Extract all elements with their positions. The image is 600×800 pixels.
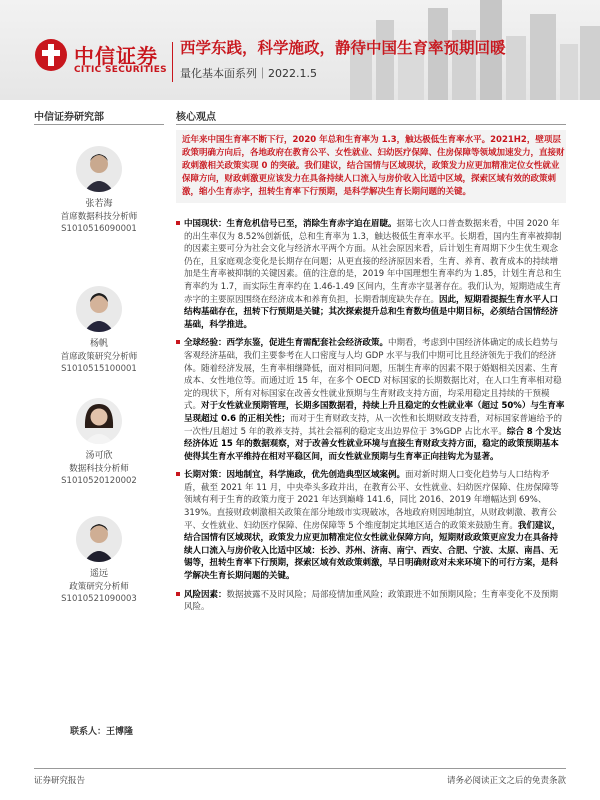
bullet-text: 数据披露不及时风险；局部疫情加重风险；政策跟进不如预期风险；生育率变化不及预期风险。 — [184, 589, 559, 613]
footer-divider — [34, 768, 566, 769]
analyst-role: 数据科技分析师 — [69, 464, 129, 474]
analyst-card — [34, 146, 164, 235]
logo-text-en: CITIC SECURITIES — [74, 65, 167, 75]
bullet-bold: 对于女性就业预期管理，长期多国数据看，持续上升且稳定的女性就业率（超过 50%）与生育率呈现超过 0.6 的正相关性； — [184, 401, 565, 424]
bullet-bold: 因此，短期看提振生育水平人口结构基础存在，扭转下行预期是关键；其次探索提升总和生育数均值是中期目标，必须结合国情经济基础，科学推进。 — [184, 294, 559, 330]
analyst-name: 张若海 — [85, 199, 113, 209]
bullet-lead: 长期对策：因地制宜，科学施政，优先创造典型区域案例。 — [184, 470, 406, 481]
bullet-bold: 综合 8 个发达经济体近 15 年的数据观察，对于改善女性就业环境与直接生育财政支持方面，稳定的政策预期基本使得其生育水平维持在相对平稳区间，而女性就业预期与生育率正向挂钩尤为显著。 — [184, 426, 562, 462]
bullet-text: 据第七次人口普查数据来看，中国 2020 年的出生率仅为 8.52%创新低，总和生育率为 1.3，触达极低生育率水平。长期看，国内生育率被抑制的因素主要可分为社会文化与经济水平两个方面。从社会原因来看，后计划生育周期下少生优生观念仍在，且家庭观念变化是长期存在问题；从更直接的经济原因来看，生育、养育、教育成本的持续增加是生育率被抑制的关键因素。值的注意的是，2019 年中国理想生育率约为 1.85，计划生育总和生育率约为 1.7，而实际生育率约在 1.46-1.49 区间内，生育赤字显著存在。我们认为，短期造成生育赤字的主要原因围绕在经济成本和养育负担，长期看制度缺失存在。 — [184, 219, 562, 305]
bullet-china-status — [176, 218, 566, 331]
bullet-text: 面对新时期人口变化趋势与人口结构矛盾，截至 2021 年 11 月，中央牵头多政并出，在教育公平、女性就业、妇幼医疗保障、住房保障等领域有利于生育的政策力度于 2021 年达到巅峰 141.6，同比 2016、2019 年增幅达到 69%、319%。直接财政刺激相关政策在部分地级市实现破冰，各地政府则因地制宜，从财政刺激、教育公平、女性就业、妇幼医疗保障、住房保障等 5 个维度制定其地区适合的政策来鼓励生育。 — [184, 470, 559, 531]
logo-text-cn: 中信证券 — [74, 44, 158, 68]
core-views-heading: 核心观点 — [176, 112, 216, 123]
analyst-id: S1010520120002 — [61, 476, 137, 486]
bullet-risk-factors — [176, 589, 566, 614]
analyst-role: 首席政策研究分析师 — [60, 352, 138, 362]
bullet-lead: 风险因素： — [184, 589, 227, 600]
analyst-name: 汤可欣 — [85, 451, 113, 461]
analyst-id: S1010515100001 — [61, 364, 137, 374]
bullet-lead: 中国现状：生育危机信号已至，消除生育赤字迫在眉睫。 — [184, 219, 397, 229]
avatar — [76, 146, 122, 192]
report-header — [0, 0, 600, 100]
key-points — [176, 218, 566, 620]
logo-mark-icon — [34, 38, 68, 72]
analyst-name: 遥远 — [89, 569, 108, 579]
summary-box: 近年来中国生育率不断下行，2020 年总和生育率为 1.3，触达极低生育率水平。2021H2，壁项层政策明确方向后，各地政府在教育公平、女性就业、妇幼医疗保障、住房保障等领域加速发力，直接财政刺激相关政策实现 0 的突破。我们建议，结合国情与区域现状，政策发力应更加精准定位女性就业保障方向，财政刺激更应该发力在具备持续人口流入与房价收入比适中区域，探索区域有效的政策刺激，缩小生育赤字，扭转生育率下行预期，是科学解决生育长期问题的关键。 — [176, 130, 566, 203]
sidebar-heading: 中信证券研究部 — [34, 112, 104, 123]
analyst-role: 政策研究分析师 — [69, 582, 129, 592]
analyst-card — [34, 286, 164, 375]
analyst-card — [34, 398, 164, 487]
analyst-card — [34, 516, 164, 605]
bullet-bold: 我们建议，结合国情有区域现状，政策发力应更加精准定位女性就业保障方向，短期财政政策更应发力在具备持续人口流入与房价收入比适中区域：长沙、苏州、济南、南宁、西安、合肥、宁波、太原、南昌、无锡等，扭转生育率下行预期，探索区域有效政策刺激，早日明确财政对未来环境下的可行方案，是科学解决生育长期问题的关键。 — [184, 520, 561, 582]
analyst-id: S1010516090001 — [61, 224, 137, 234]
analyst-id: S1010521090003 — [61, 594, 137, 604]
disclaimer-note: 请务必阅读正文之后的免责条款 — [446, 776, 566, 786]
avatar — [76, 516, 122, 562]
avatar — [76, 398, 122, 444]
bullet-global-experience — [176, 337, 566, 463]
footer-label: 证券研究报告 — [34, 776, 86, 786]
avatar — [76, 286, 122, 332]
report-title: 西学东践，科学施政，静待中国生育率预期回暖 — [180, 39, 506, 57]
bullet-text: 而对于生育财政支持，从一次性和长期财政支持看，对标国家普遍给予的一次性/且超过 5 年的教养支持，其社会福利的稳定支出边界位于 3%GDP 占比水平。 — [184, 413, 562, 437]
contact-person: 联系人：王博隆 — [70, 727, 134, 737]
analyst-role: 首席数据科技分析师 — [60, 212, 138, 222]
bullet-lead: 全球经验：西学东鉴，促进生育需配套社会经济政策。 — [184, 338, 389, 349]
bullet-text: 中期看，考虑到中国经济体确定的成长趋势与客观经济基础，我们主要参考在人口密度与人均 GDP 水平与我们中期可比且经济领先于我们的经济体。随着经济发展，生育率相继降低，面对相同问题，压制生育率的因素不限于婚姻相关因素、生育成本、女性地位等。而通过近 15 年，在多个 OECD 对标国家的长期数据比对，在人口生育率相对稳定的现状下，所有对标国家在改善女性就业预期与生育财政支持方面，均采用稳定且持续的干预模式。 — [184, 338, 562, 412]
analyst-name: 杨帆 — [89, 339, 108, 349]
report-subtitle: 量化基本面系列｜2022.1.5 — [180, 67, 317, 80]
main-divider — [176, 124, 566, 125]
sidebar-divider — [34, 124, 164, 125]
bullet-long-term-policy — [176, 469, 566, 582]
citic-logo — [34, 38, 184, 80]
header-divider — [172, 42, 173, 82]
